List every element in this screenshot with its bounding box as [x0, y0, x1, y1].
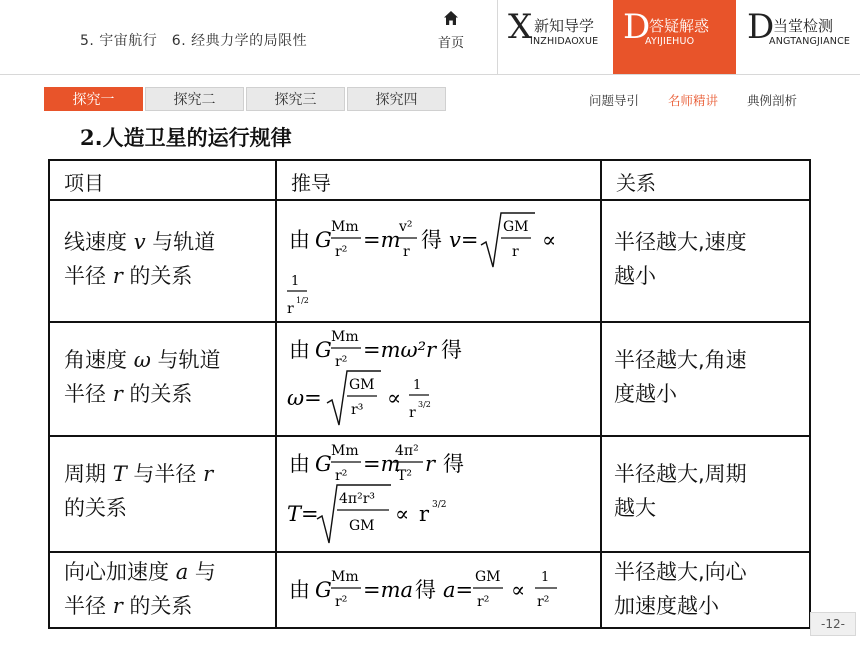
formula-text: Mm	[331, 443, 359, 459]
formula-exponent: 3/2	[432, 500, 447, 510]
formula-text: ω=	[287, 386, 322, 410]
heading-text: .人造卫星的运行规律	[94, 126, 292, 150]
formula-text: r²	[335, 468, 348, 484]
relation-cell	[602, 323, 809, 435]
relation-cell	[602, 437, 809, 551]
relation-line: 半径越大,速度	[614, 230, 747, 254]
formula-text: =m	[363, 228, 401, 252]
formula-text: Mm	[331, 219, 359, 235]
formula-text: 1	[291, 274, 300, 289]
item-cell	[50, 553, 277, 627]
formula-text: 由	[289, 228, 310, 252]
formula-text: r	[425, 452, 436, 476]
formula-text: Mm	[331, 569, 359, 585]
formula-text: G	[315, 578, 332, 602]
formula-text: 4π²r³	[339, 491, 376, 507]
page-number: -12-	[810, 612, 856, 636]
formula-text: r	[409, 405, 416, 421]
formula-text: r²	[335, 244, 348, 260]
link-mingshi-jingjiang[interactable]: 名师精讲	[668, 93, 719, 108]
column-header-derivation: 推导	[277, 161, 602, 199]
item-line: 角速度 ω 与轨道	[64, 348, 221, 372]
formula-text: a=	[443, 578, 474, 602]
nav-tab-pinyin: AYIJIEHUO	[645, 36, 695, 47]
formula-text: 1	[413, 378, 422, 393]
formula-text: r	[419, 502, 430, 526]
relation-cell	[602, 201, 809, 321]
formula-acceleration	[287, 557, 599, 627]
formula-exponent: 1/2	[296, 296, 309, 305]
nav-tab-label: 答疑解惑	[649, 17, 710, 35]
formula-text: G	[315, 338, 332, 362]
formula-text: 得	[415, 578, 436, 602]
relation-line: 越大	[614, 496, 656, 520]
formula-text: v=	[449, 228, 479, 252]
nav-tab-pinyin: INZHIDAOXUE	[530, 36, 599, 47]
relation-line: 加速度越小	[614, 594, 719, 618]
lesson-title: 5. 宇宙航行 6. 经典力学的局限性	[80, 33, 308, 49]
formula-text: GM	[475, 569, 501, 585]
formula-text: r²	[477, 594, 490, 610]
formula-text: 得	[441, 338, 462, 362]
derivation-cell	[277, 553, 602, 627]
formula-exponent: 3/2	[418, 400, 431, 409]
formula-text: 4π²	[395, 443, 419, 459]
nav-tab-xinzhidaoxue[interactable]	[498, 0, 621, 74]
tab-tanjiu-4[interactable]: 探究四	[347, 87, 446, 111]
table-row	[50, 437, 809, 553]
derivation-cell	[277, 323, 602, 435]
formula-text: r²	[537, 594, 550, 610]
formula-text: T=	[287, 502, 319, 526]
nav-tab-dayijiehuo[interactable]	[613, 0, 736, 74]
nav-tab-letter: D	[747, 7, 775, 47]
formula-text: =ma	[363, 578, 414, 602]
nav-tab-label: 新知导学	[534, 17, 595, 35]
relation-line: 度越小	[614, 382, 677, 406]
formula-text: =mω²r	[363, 338, 437, 362]
formula-text: ∝	[542, 228, 557, 252]
nav-tab-label: 当堂检测	[773, 17, 834, 35]
rules-table	[48, 159, 811, 629]
tab-tanjiu-1[interactable]: 探究一	[44, 87, 143, 111]
formula-text: ∝	[387, 386, 402, 410]
table-row	[50, 323, 809, 437]
column-header-relation: 关系	[616, 171, 656, 195]
formula-text: GM	[503, 219, 529, 235]
formula-text: 得	[443, 452, 464, 476]
nav-tab-dangtangjiance[interactable]	[737, 0, 860, 74]
relation-cell	[602, 553, 809, 627]
formula-text: r	[512, 244, 519, 260]
formula-period	[287, 439, 599, 555]
tab-tanjiu-2[interactable]: 探究二	[145, 87, 244, 111]
formula-text: =m	[363, 452, 401, 476]
derivation-cell	[277, 201, 602, 321]
item-line: 半径 r 的关系	[64, 594, 193, 618]
item-line: 的关系	[64, 496, 127, 520]
formula-text: ∝	[511, 578, 526, 602]
nav-tab-pinyin: ANGTANGJIANCE	[769, 36, 851, 47]
formula-text: 由	[289, 578, 310, 602]
nav-tab-letter: X	[508, 7, 533, 47]
formula-text: v²	[399, 219, 413, 235]
formula-text: r	[287, 301, 294, 317]
heading-number: 2	[80, 125, 95, 150]
formula-text: r²	[335, 354, 348, 370]
formula-text: r³	[351, 402, 364, 418]
item-line: 周期 T 与半径 r	[64, 462, 214, 486]
formula-text: T²	[397, 468, 412, 484]
top-bar	[0, 0, 860, 75]
nav-tab-letter: D	[623, 7, 651, 47]
table-header-row	[50, 161, 809, 201]
home-label: 首页	[437, 36, 464, 51]
item-line: 线速度 v 与轨道	[64, 230, 216, 254]
table-row	[50, 201, 809, 323]
relation-line: 半径越大,向心	[614, 560, 747, 584]
item-line: 半径 r 的关系	[64, 382, 193, 406]
formula-text: ∝	[395, 502, 410, 526]
home-icon	[443, 10, 459, 26]
relation-line: 半径越大,角速	[614, 348, 747, 372]
formula-text: r²	[335, 594, 348, 610]
formula-text: 1	[541, 570, 550, 585]
formula-text: Mm	[331, 329, 359, 345]
derivation-cell	[277, 437, 602, 551]
relation-line: 半径越大,周期	[614, 462, 747, 486]
formula-linear-velocity	[287, 205, 599, 325]
formula-angular-velocity	[287, 325, 599, 439]
column-header-item: 项目	[50, 161, 277, 199]
item-cell	[50, 323, 277, 435]
formula-text: 由	[289, 338, 310, 362]
table-row	[50, 553, 809, 627]
home-button[interactable]	[426, 8, 476, 58]
item-line: 向心加速度 a 与	[64, 560, 216, 584]
tab-tanjiu-3[interactable]: 探究三	[246, 87, 345, 111]
item-cell	[50, 437, 277, 551]
formula-text: G	[315, 228, 332, 252]
formula-text: G	[315, 452, 332, 476]
relation-line: 越小	[614, 264, 656, 288]
formula-text: GM	[349, 377, 375, 393]
formula-text: 得	[421, 228, 442, 252]
formula-text: 由	[289, 452, 310, 476]
section-heading	[80, 122, 292, 152]
item-line: 半径 r 的关系	[64, 264, 193, 288]
link-wenti-daoyin[interactable]: 问题导引	[589, 93, 640, 108]
formula-text: GM	[349, 518, 375, 534]
link-dianli-pouxi[interactable]: 典例剖析	[747, 93, 798, 108]
formula-text: r	[403, 244, 410, 260]
item-cell	[50, 201, 277, 321]
